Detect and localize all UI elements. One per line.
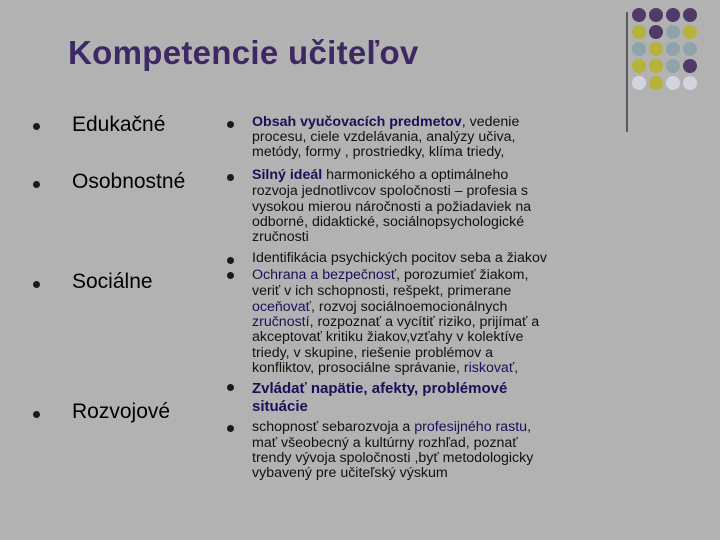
bullet-icon: [33, 181, 40, 188]
decor-dot: [649, 25, 663, 39]
decor-dot: [683, 25, 697, 39]
bullet-icon: [227, 384, 234, 391]
bullet-icon: [227, 272, 234, 279]
decor-dot: [683, 59, 697, 73]
item-zvladat: Zvládať napätie, afekty, problémové: [252, 380, 508, 397]
left-item-rozvojove: Rozvojové: [72, 400, 171, 423]
item-sebarozvoj-line: vybavený pre učiteľský výskum: [252, 465, 448, 481]
item-identifikacia: Identifikácia psychických pocitov seba a žiakov: [252, 250, 547, 266]
decor-dot: [632, 8, 646, 22]
decor-dot: [666, 59, 680, 73]
decor-dot: [666, 25, 680, 39]
left-item-osobnostne: Osobnostné: [72, 170, 186, 193]
decor-dot: [632, 42, 646, 56]
bullet-icon: [227, 174, 234, 181]
item-ochrana-line: triedy, v skupine, riešenie problémov a: [252, 345, 494, 361]
decor-dot: [666, 8, 680, 22]
decor-dot: [632, 76, 646, 90]
item-ochrana-line: akceptovať kritiku žiakov,vzťahy v kolektíve: [252, 329, 524, 345]
bullet-icon: [33, 281, 40, 288]
item-ochrana-line: veriť v ich schopnosti, rešpekt, primerane: [252, 283, 512, 299]
decor-dot: [649, 76, 663, 90]
decor-dot: [649, 8, 663, 22]
decor-dot: [683, 8, 697, 22]
item-ochrana: Ochrana a bezpečnosť, porozumieť žiakom,: [252, 267, 529, 283]
item-sebarozvoj-line: trendy vývoja spoločnosti ,byť metodologicky: [252, 450, 534, 466]
decor-dot: [632, 25, 646, 39]
left-item-edukacne: Edukačné: [72, 113, 166, 136]
item-zvladat-line: situácie: [252, 398, 308, 415]
decor-dot: [666, 42, 680, 56]
bullet-icon: [227, 257, 234, 264]
item-ideal-line: zručnosti: [252, 229, 309, 245]
left-item-socialne: Sociálne: [72, 270, 153, 293]
decor-dot: [649, 42, 663, 56]
item-obsah-heading: Obsah vyučovacích predmetov: [252, 114, 462, 130]
item-obsah-line: metódy, formy , prostriedky, klíma triedy,: [252, 144, 505, 160]
item-ideal: Silný ideál harmonického a optimálneho: [252, 167, 509, 183]
bullet-icon: [227, 425, 234, 432]
item-ideal-line: vysokou mierou náročnosti a požiadaviek na: [252, 199, 532, 215]
item-ochrana-line: konfliktov, prosociálne správanie, riskovať,: [252, 360, 519, 376]
item-sebarozvoj-line: mať všeobecný a kultúrny rozhľad, poznať: [252, 435, 518, 451]
decor-dot: [649, 59, 663, 73]
bullet-icon: [33, 123, 40, 130]
slide-title: Kompetencie učiteľov: [68, 34, 419, 71]
decor-dot: [666, 76, 680, 90]
item-ideal-line: odborné, didaktické, sociálnopsychologické: [252, 214, 525, 230]
item-obsah: Obsah vyučovacích predmetov, vedenie: [252, 114, 520, 130]
bullet-icon: [33, 411, 40, 418]
decor-dot: [683, 76, 697, 90]
item-ochrana-line: oceňovať, rozvoj sociálnoemocionálnych: [252, 299, 508, 315]
decor-vertical-line: [626, 12, 628, 132]
item-sebarozvoj: schopnosť sebarozvoja a profesijného rastu,: [252, 419, 532, 435]
decor-dot: [683, 42, 697, 56]
item-ideal-line: rozvoja jednotlivcov spoločnosti – profesia s: [252, 183, 529, 199]
item-ideal-heading: Silný ideál: [252, 167, 323, 183]
decor-dot: [632, 59, 646, 73]
item-ochrana-line: zručností, rozpoznať a vycítiť riziko, prijímať a: [252, 314, 540, 330]
item-obsah-line: procesu, ciele vzdelávania, analýzy učiva,: [252, 129, 516, 145]
bullet-icon: [227, 121, 234, 128]
